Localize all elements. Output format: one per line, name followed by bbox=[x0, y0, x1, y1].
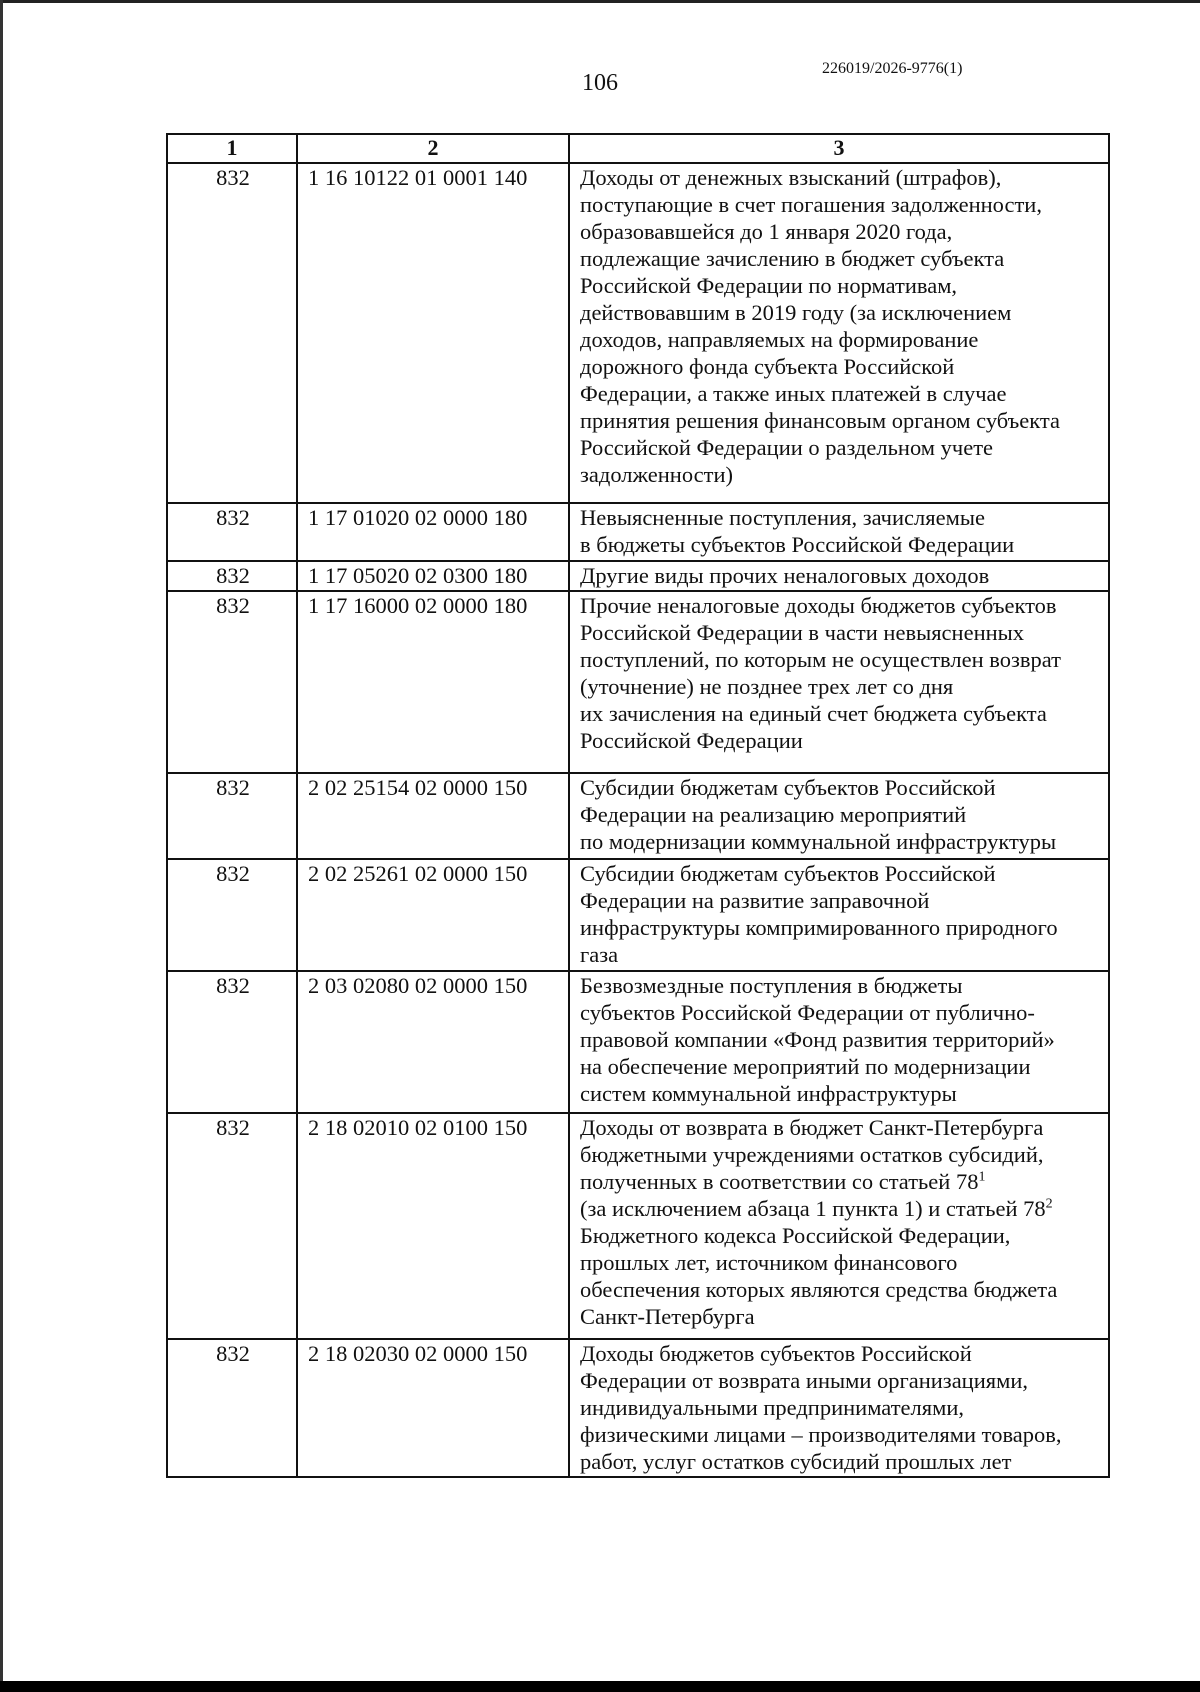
description-line: (уточнение) не позднее трех лет со дня bbox=[580, 674, 954, 699]
description-line: прошлых лет, источником финансового bbox=[580, 1250, 958, 1275]
description-line: Доходы бюджетов субъектов Российской bbox=[580, 1341, 972, 1366]
description-line: Другие виды прочих неналоговых доходов bbox=[580, 563, 990, 588]
table-row bbox=[167, 773, 1109, 859]
description-line: Доходы от денежных взысканий (штрафов), bbox=[580, 165, 1002, 190]
description-line: Российской Федерации в части невыясненных bbox=[580, 620, 1025, 645]
description-line: Безвозмездные поступления в бюджеты bbox=[580, 973, 963, 998]
description-line: Невыясненные поступления, зачисляемые bbox=[580, 505, 985, 530]
description-line: на обеспечение мероприятий по модернизации bbox=[580, 1054, 1031, 1079]
description-line: принятия решения финансовым органом субъекта bbox=[580, 408, 1061, 433]
column-header-3: 3 bbox=[569, 134, 1109, 163]
table-header-row bbox=[167, 134, 1109, 163]
table-row bbox=[167, 1113, 1109, 1339]
superscript-1: 1 bbox=[978, 1169, 986, 1185]
description-line: Субсидии бюджетам субъектов Российской bbox=[580, 861, 996, 886]
kbk-code-cell: 2 18 02010 02 0100 150 bbox=[297, 1113, 569, 1339]
admin-code-cell: 832 bbox=[167, 561, 297, 591]
description-line: Санкт-Петербурга bbox=[580, 1304, 755, 1329]
scan-edge-bottom bbox=[0, 1681, 1200, 1692]
description-cell bbox=[569, 971, 1109, 1113]
scan-edge-top bbox=[0, 0, 1200, 3]
description-line: индивидуальными предпринимателями, bbox=[580, 1395, 965, 1420]
kbk-code-cell: 2 03 02080 02 0000 150 bbox=[297, 971, 569, 1113]
description-line: дорожного фонда субъекта Российской bbox=[580, 354, 955, 379]
description-line: Доходы от возврата в бюджет Санкт-Петербурга bbox=[580, 1115, 1044, 1140]
scan-edge-left bbox=[0, 0, 3, 1692]
description-line: Прочие неналоговые доходы бюджетов субъектов bbox=[580, 593, 1057, 618]
description-cell bbox=[569, 591, 1109, 773]
description-line: работ, услуг остатков субсидий прошлых лет bbox=[580, 1449, 1012, 1474]
kbk-code-cell: 1 16 10122 01 0001 140 bbox=[297, 163, 569, 503]
description-line-with-sup bbox=[580, 1195, 1100, 1222]
description-line: субъектов Российской Федерации от публично- bbox=[580, 1000, 1035, 1025]
table-row bbox=[167, 971, 1109, 1113]
description-line: в бюджеты субъектов Российской Федерации bbox=[580, 532, 1015, 557]
description-line: подлежащие зачислению в бюджет субъекта bbox=[580, 246, 1005, 271]
description-line: Российской Федерации bbox=[580, 728, 803, 753]
table-row bbox=[167, 163, 1109, 503]
description-line: по модернизации коммунальной инфраструктуры bbox=[580, 829, 1057, 854]
description-cell bbox=[569, 163, 1109, 503]
description-cell bbox=[569, 1339, 1109, 1477]
description-cell bbox=[569, 773, 1109, 859]
description-line: образовавшейся до 1 января 2020 года, bbox=[580, 219, 953, 244]
description-cell bbox=[569, 859, 1109, 971]
description-line: правовой компании «Фонд развития территорий» bbox=[580, 1027, 1055, 1052]
description-line: Федерации на реализацию мероприятий bbox=[580, 802, 967, 827]
description-line: Федерации, а также иных платежей в случае bbox=[580, 381, 1007, 406]
column-header-2: 2 bbox=[297, 134, 569, 163]
description-line: систем коммунальной инфраструктуры bbox=[580, 1081, 957, 1106]
description-line: поступлений, по которым не осуществлен возврат bbox=[580, 647, 1061, 672]
description-line: бюджетными учреждениями остатков субсидий, bbox=[580, 1142, 1044, 1167]
description-cell bbox=[569, 561, 1109, 591]
description-line: Бюджетного кодекса Российской Федерации, bbox=[580, 1223, 1011, 1248]
page-number: 106 bbox=[582, 70, 618, 96]
admin-code-cell: 832 bbox=[167, 859, 297, 971]
kbk-code-cell: 2 18 02030 02 0000 150 bbox=[297, 1339, 569, 1477]
description-line: поступающие в счет погашения задолженности, bbox=[580, 192, 1042, 217]
kbk-code-cell: 2 02 25154 02 0000 150 bbox=[297, 773, 569, 859]
column-header-1: 1 bbox=[167, 134, 297, 163]
description-line: Федерации от возврата иными организациями, bbox=[580, 1368, 1029, 1393]
table-row bbox=[167, 503, 1109, 561]
description-line-with-sup bbox=[580, 1168, 1100, 1195]
admin-code-cell: 832 bbox=[167, 1113, 297, 1339]
admin-code-cell: 832 bbox=[167, 163, 297, 503]
admin-code-cell: 832 bbox=[167, 591, 297, 773]
kbk-code-cell: 1 17 05020 02 0300 180 bbox=[297, 561, 569, 591]
document-id: 226019/2026-9776(1) bbox=[822, 60, 963, 77]
description-line: газа bbox=[580, 942, 619, 967]
description-line: Российской Федерации по нормативам, bbox=[580, 273, 958, 298]
description-line: действовавшим в 2019 году (за исключением bbox=[580, 300, 1012, 325]
table-row bbox=[167, 561, 1109, 591]
kbk-code-cell: 1 17 16000 02 0000 180 bbox=[297, 591, 569, 773]
description-cell bbox=[569, 1113, 1109, 1339]
description-line: Российской Федерации о раздельном учете bbox=[580, 435, 994, 460]
description-line: физическими лицами – производителями товаров, bbox=[580, 1422, 1062, 1447]
description-line: Федерации на развитие заправочной bbox=[580, 888, 930, 913]
admin-code-cell: 832 bbox=[167, 503, 297, 561]
description-text: полученных в соответствии со статьей 78 bbox=[580, 1169, 979, 1194]
admin-code-cell: 832 bbox=[167, 971, 297, 1113]
description-line: их зачисления на единый счет бюджета субъекта bbox=[580, 701, 1047, 726]
description-cell bbox=[569, 503, 1109, 561]
description-line: задолженности) bbox=[580, 462, 733, 487]
description-line: обеспечения которых являются средства бюджета bbox=[580, 1277, 1058, 1302]
description-line: Субсидии бюджетам субъектов Российской bbox=[580, 775, 996, 800]
admin-code-cell: 832 bbox=[167, 773, 297, 859]
kbk-code-cell: 2 02 25261 02 0000 150 bbox=[297, 859, 569, 971]
superscript-2: 2 bbox=[1045, 1196, 1053, 1212]
kbk-code-cell: 1 17 01020 02 0000 180 bbox=[297, 503, 569, 561]
table-row bbox=[167, 591, 1109, 773]
table-row bbox=[167, 859, 1109, 971]
description-text: (за исключением абзаца 1 пункта 1) и статьей 78 bbox=[580, 1196, 1046, 1221]
admin-code-cell: 832 bbox=[167, 1339, 297, 1477]
budget-codes-table bbox=[166, 133, 1110, 1478]
table-row bbox=[167, 1339, 1109, 1477]
description-line: доходов, направляемых на формирование bbox=[580, 327, 979, 352]
description-line: инфраструктуры компримированного природного bbox=[580, 915, 1058, 940]
